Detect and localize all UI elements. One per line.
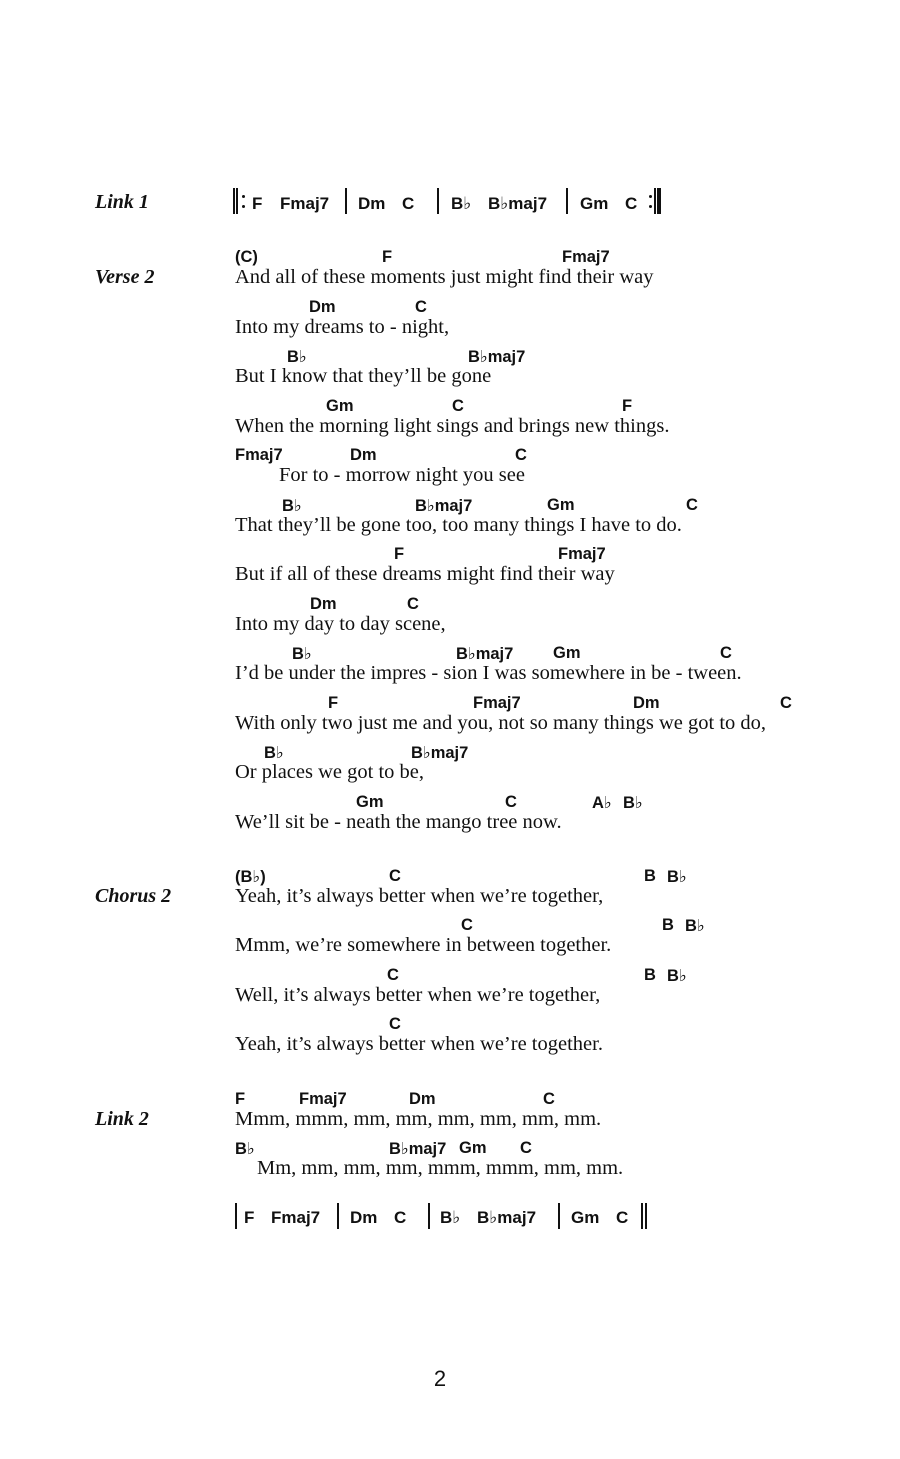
chord: F (394, 545, 405, 563)
repeat-dot (242, 205, 245, 208)
chord: B♭ (667, 868, 687, 886)
chord: (B♭) (235, 868, 266, 886)
barline (236, 188, 238, 214)
lyric-line: That they’ll be gone too, too many things I have to do. (235, 514, 682, 536)
chord: Gm (547, 496, 575, 514)
chord: Dm (358, 194, 386, 213)
lyric-line: Yeah, it’s always better when we’re together, (235, 885, 604, 907)
chord: B♭ (623, 794, 643, 812)
chord: B♭ (685, 917, 705, 935)
chord: C (515, 446, 527, 464)
barline (566, 188, 568, 214)
lyric-line: But if all of these dreams might find their way (235, 563, 615, 585)
lyric-line: When the morning light sings and brings new things. (235, 415, 670, 437)
chord: Fmaj7 (558, 545, 606, 563)
barline (657, 188, 661, 214)
chord: B♭maj7 (468, 348, 526, 366)
chord: B♭ (287, 348, 307, 366)
chord: Fmaj7 (562, 248, 610, 266)
chord: B♭ (292, 645, 312, 663)
chord: B♭ (264, 744, 284, 762)
barline (337, 1203, 339, 1229)
chord: F (622, 397, 633, 415)
chord: F (252, 194, 263, 213)
chord: Dm (350, 1208, 378, 1227)
barline (233, 188, 235, 214)
chord: Gm (571, 1208, 600, 1227)
chord: B♭maj7 (415, 497, 473, 515)
chord: C (616, 1208, 629, 1227)
chord: F (382, 248, 393, 266)
chord: B♭maj7 (389, 1140, 447, 1158)
chord: C (387, 966, 399, 984)
lyric-line: Mmm, we’re somewhere in between together. (235, 934, 612, 956)
section-label-verse2: Verse 2 (95, 266, 155, 288)
chord: B♭ (282, 497, 302, 515)
chord: C (780, 694, 792, 712)
chord: B (644, 966, 656, 984)
chord: C (389, 1015, 401, 1033)
section-label-chorus2: Chorus 2 (95, 885, 172, 907)
chord: B♭ (235, 1140, 255, 1158)
lyric-line: With only two just me and you, not so many things we got to do, (235, 712, 767, 734)
barline (437, 188, 439, 214)
chord: C (543, 1090, 555, 1108)
chord: F (328, 694, 339, 712)
lyric-line: But I know that they’ll be gone (235, 365, 492, 387)
chord: B♭maj7 (411, 744, 469, 762)
chord: C (394, 1208, 407, 1227)
lyric-line: Mmm, mmm, mm, mm, mm, mm, mm, mm. (235, 1108, 602, 1130)
chord: A♭ (592, 794, 612, 812)
chord: C (452, 397, 464, 415)
chord: Dm (310, 595, 337, 613)
lyric-line: Into my day to day scene, (235, 613, 446, 635)
chord: Fmaj7 (235, 446, 283, 464)
chord: Dm (309, 298, 336, 316)
chord: B (644, 867, 656, 885)
chord: Fmaj7 (271, 1208, 321, 1227)
lyric-line: Yeah, it’s always better when we’re together. (235, 1033, 603, 1055)
chord: B♭ (451, 194, 472, 213)
barline (235, 1203, 237, 1229)
chord: C (720, 644, 732, 662)
barline (645, 1203, 647, 1229)
chord: Dm (350, 446, 377, 464)
chord: Dm (633, 694, 660, 712)
lyric-line: Into my dreams to - night, (235, 316, 450, 338)
lyric-line: Well, it’s always better when we’re together, (235, 984, 601, 1006)
chord: B♭ (667, 967, 687, 985)
chord: C (407, 595, 419, 613)
chord: C (686, 496, 698, 514)
lyric-line: For to - morrow night you see (279, 464, 525, 486)
lyric-line: We’ll sit be - neath the mango tree now. (235, 811, 562, 833)
chord: B♭maj7 (488, 194, 548, 213)
barline (654, 188, 656, 214)
chord: Gm (580, 194, 609, 213)
chord: C (402, 194, 415, 213)
chord: F (235, 1090, 246, 1108)
chord: Fmaj7 (473, 694, 521, 712)
chord: C (520, 1139, 532, 1157)
chord: B♭maj7 (477, 1208, 537, 1227)
chord: F (244, 1208, 255, 1227)
chord: Fmaj7 (299, 1090, 347, 1108)
lyric-line: Mm, mm, mm, mm, mmm, mmm, mm, mm. (257, 1157, 624, 1179)
section-label-link1: Link 1 (95, 191, 149, 213)
lyric-line: I’d be under the impres - sion I was somewhere in be - tween. (235, 662, 742, 684)
barline (428, 1203, 430, 1229)
lyric-line: And all of these moments just might find their way (235, 266, 654, 288)
chord: C (389, 867, 401, 885)
barline (641, 1203, 643, 1229)
repeat-dot (649, 205, 652, 208)
chord: C (625, 194, 638, 213)
chord: B (662, 916, 674, 934)
lyric-line: Or places we got to be, (235, 761, 424, 783)
chord: Gm (459, 1139, 487, 1157)
repeat-dot (242, 195, 245, 198)
chord: (C) (235, 248, 258, 266)
chord: Gm (326, 397, 354, 415)
chord: C (505, 793, 517, 811)
chord: C (461, 916, 473, 934)
chord: C (415, 298, 427, 316)
barline (345, 188, 347, 214)
barline (558, 1203, 560, 1229)
page-number: 2 (433, 1366, 447, 1391)
chord: Gm (553, 644, 581, 662)
section-label-link2: Link 2 (95, 1108, 149, 1130)
chord: Fmaj7 (280, 194, 330, 213)
chord: B♭ (440, 1208, 461, 1227)
chord: Gm (356, 793, 384, 811)
chord: B♭maj7 (456, 645, 514, 663)
chord: Dm (409, 1090, 436, 1108)
repeat-dot (649, 195, 652, 198)
